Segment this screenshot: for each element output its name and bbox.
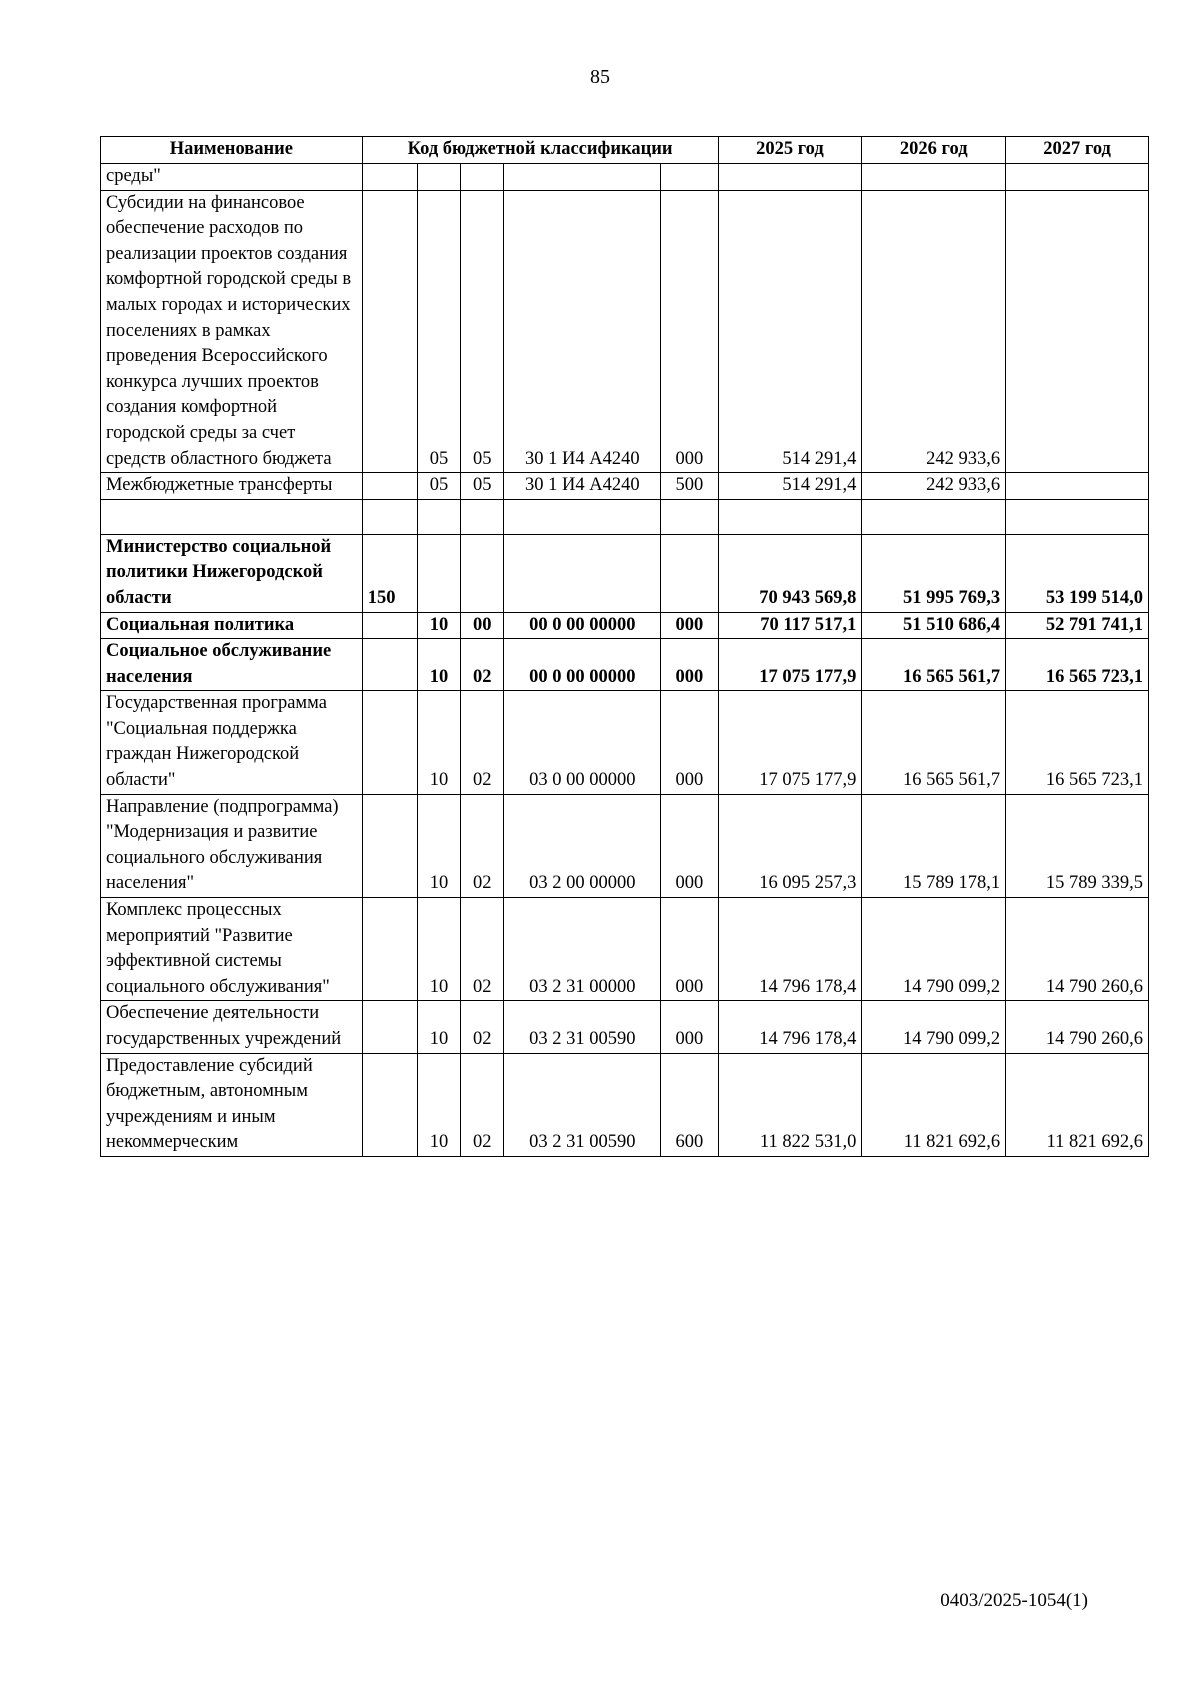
row-target: 03 2 31 00590 xyxy=(504,1053,661,1156)
row-value-2026: 14 790 099,2 xyxy=(862,898,1006,1001)
row-section: 05 xyxy=(417,473,460,500)
row-value-2026 xyxy=(862,164,1006,191)
row-value-2025 xyxy=(718,499,862,534)
row-section: 10 xyxy=(417,898,460,1001)
row-type: 500 xyxy=(661,473,718,500)
row-section xyxy=(417,534,460,612)
row-name: Социальная политика xyxy=(101,612,363,639)
header-code: Код бюджетной классификации xyxy=(362,137,718,164)
row-ministry xyxy=(362,499,417,534)
row-target xyxy=(504,499,661,534)
row-type: 000 xyxy=(661,794,718,897)
row-subsection: 05 xyxy=(461,473,504,500)
row-value-2027: 14 790 260,6 xyxy=(1006,1001,1149,1053)
row-value-2025: 70 943 569,8 xyxy=(718,534,862,612)
table-row xyxy=(101,898,1149,1001)
table-header-row xyxy=(101,137,1149,164)
table-row-empty xyxy=(101,499,1149,534)
row-value-2025: 514 291,4 xyxy=(718,190,862,473)
table-row xyxy=(101,164,1149,191)
row-section xyxy=(417,164,460,191)
row-subsection xyxy=(461,534,504,612)
row-ministry xyxy=(362,794,417,897)
row-type: 600 xyxy=(661,1053,718,1156)
row-section: 10 xyxy=(417,691,460,794)
row-subsection: 05 xyxy=(461,190,504,473)
table-row xyxy=(101,691,1149,794)
row-target: 00 0 00 00000 xyxy=(504,612,661,639)
row-value-2026: 16 565 561,7 xyxy=(862,691,1006,794)
row-type: 000 xyxy=(661,639,718,691)
budget-table xyxy=(100,136,1149,1157)
row-value-2027 xyxy=(1006,473,1149,500)
row-value-2026: 51 510 686,4 xyxy=(862,612,1006,639)
row-value-2025: 14 796 178,4 xyxy=(718,898,862,1001)
row-ministry xyxy=(362,639,417,691)
row-section xyxy=(417,499,460,534)
row-value-2025: 514 291,4 xyxy=(718,473,862,500)
row-target: 30 1 И4 А4240 xyxy=(504,473,661,500)
row-value-2025: 16 095 257,3 xyxy=(718,794,862,897)
row-subsection: 02 xyxy=(461,1053,504,1156)
row-name: Субсидии на финансовое обеспечение расходов по реализации проектов создания комфортной городской среды в малых городах и исторических поселениях в рамках проведения Всероссийского конкурса лучших проектов создания комфортной городской среды за счет средств областного бюджета xyxy=(101,190,363,473)
row-target: 03 2 31 00000 xyxy=(504,898,661,1001)
row-ministry xyxy=(362,190,417,473)
document-code: 0403/2025-1054(1) xyxy=(940,1590,1088,1611)
row-type xyxy=(661,499,718,534)
row-value-2026: 51 995 769,3 xyxy=(862,534,1006,612)
row-value-2027 xyxy=(1006,499,1149,534)
header-2026: 2026 год xyxy=(862,137,1006,164)
row-section: 10 xyxy=(417,639,460,691)
row-value-2027 xyxy=(1006,190,1149,473)
row-target xyxy=(504,164,661,191)
row-ministry xyxy=(362,164,417,191)
row-target xyxy=(504,534,661,612)
table-row xyxy=(101,1053,1149,1156)
row-name xyxy=(101,499,363,534)
table-row xyxy=(101,534,1149,612)
header-2025: 2025 год xyxy=(718,137,862,164)
row-value-2025: 70 117 517,1 xyxy=(718,612,862,639)
row-name: Обеспечение деятельности государственных учреждений xyxy=(101,1001,363,1053)
row-target: 30 1 И4 А4240 xyxy=(504,190,661,473)
header-name: Наименование xyxy=(101,137,363,164)
row-value-2026 xyxy=(862,499,1006,534)
table-row xyxy=(101,1001,1149,1053)
row-name: Межбюджетные трансферты xyxy=(101,473,363,500)
row-value-2025: 17 075 177,9 xyxy=(718,639,862,691)
row-name: Государственная программа "Социальная поддержка граждан Нижегородской области" xyxy=(101,691,363,794)
row-value-2026: 15 789 178,1 xyxy=(862,794,1006,897)
row-value-2025 xyxy=(718,164,862,191)
row-value-2027: 15 789 339,5 xyxy=(1006,794,1149,897)
row-section: 10 xyxy=(417,612,460,639)
row-type: 000 xyxy=(661,1001,718,1053)
table-row xyxy=(101,190,1149,473)
row-type: 000 xyxy=(661,190,718,473)
row-target: 03 0 00 00000 xyxy=(504,691,661,794)
row-ministry xyxy=(362,1001,417,1053)
row-type xyxy=(661,164,718,191)
row-value-2027: 11 821 692,6 xyxy=(1006,1053,1149,1156)
row-value-2026: 16 565 561,7 xyxy=(862,639,1006,691)
row-ministry xyxy=(362,473,417,500)
row-value-2027: 52 791 741,1 xyxy=(1006,612,1149,639)
table-row xyxy=(101,473,1149,500)
table-row xyxy=(101,794,1149,897)
row-value-2026: 14 790 099,2 xyxy=(862,1001,1006,1053)
row-section: 10 xyxy=(417,1053,460,1156)
table-row xyxy=(101,639,1149,691)
row-value-2027: 16 565 723,1 xyxy=(1006,639,1149,691)
row-subsection xyxy=(461,499,504,534)
row-subsection: 02 xyxy=(461,639,504,691)
row-subsection: 02 xyxy=(461,898,504,1001)
row-name: Направление (подпрограмма) "Модернизация и развитие социального обслуживания населения" xyxy=(101,794,363,897)
row-section: 05 xyxy=(417,190,460,473)
row-target: 03 2 31 00590 xyxy=(504,1001,661,1053)
row-subsection: 02 xyxy=(461,1001,504,1053)
row-value-2027: 14 790 260,6 xyxy=(1006,898,1149,1001)
row-subsection xyxy=(461,164,504,191)
row-type xyxy=(661,534,718,612)
row-type: 000 xyxy=(661,898,718,1001)
row-ministry xyxy=(362,898,417,1001)
row-type: 000 xyxy=(661,691,718,794)
row-value-2026: 242 933,6 xyxy=(862,190,1006,473)
row-name: Министерство социальной политики Нижегородской области xyxy=(101,534,363,612)
row-ministry xyxy=(362,612,417,639)
row-name: Социальное обслуживание населения xyxy=(101,639,363,691)
row-section: 10 xyxy=(417,794,460,897)
row-ministry: 150 xyxy=(362,534,417,612)
row-value-2027 xyxy=(1006,164,1149,191)
row-value-2025: 11 822 531,0 xyxy=(718,1053,862,1156)
row-name: Предоставление субсидий бюджетным, автономным учреждениям и иным некоммерческим xyxy=(101,1053,363,1156)
row-name: среды" xyxy=(101,164,363,191)
row-value-2026: 242 933,6 xyxy=(862,473,1006,500)
row-target: 03 2 00 00000 xyxy=(504,794,661,897)
row-value-2027: 53 199 514,0 xyxy=(1006,534,1149,612)
row-subsection: 02 xyxy=(461,691,504,794)
row-subsection: 00 xyxy=(461,612,504,639)
row-target: 00 0 00 00000 xyxy=(504,639,661,691)
row-value-2025: 14 796 178,4 xyxy=(718,1001,862,1053)
row-type: 000 xyxy=(661,612,718,639)
table-row xyxy=(101,612,1149,639)
row-subsection: 02 xyxy=(461,794,504,897)
row-name: Комплекс процессных мероприятий "Развитие эффективной системы социального обслуживания" xyxy=(101,898,363,1001)
page-number: 85 xyxy=(590,66,610,88)
row-value-2026: 11 821 692,6 xyxy=(862,1053,1006,1156)
header-2027: 2027 год xyxy=(1006,137,1149,164)
row-value-2027: 16 565 723,1 xyxy=(1006,691,1149,794)
row-ministry xyxy=(362,691,417,794)
row-value-2025: 17 075 177,9 xyxy=(718,691,862,794)
row-section: 10 xyxy=(417,1001,460,1053)
row-ministry xyxy=(362,1053,417,1156)
